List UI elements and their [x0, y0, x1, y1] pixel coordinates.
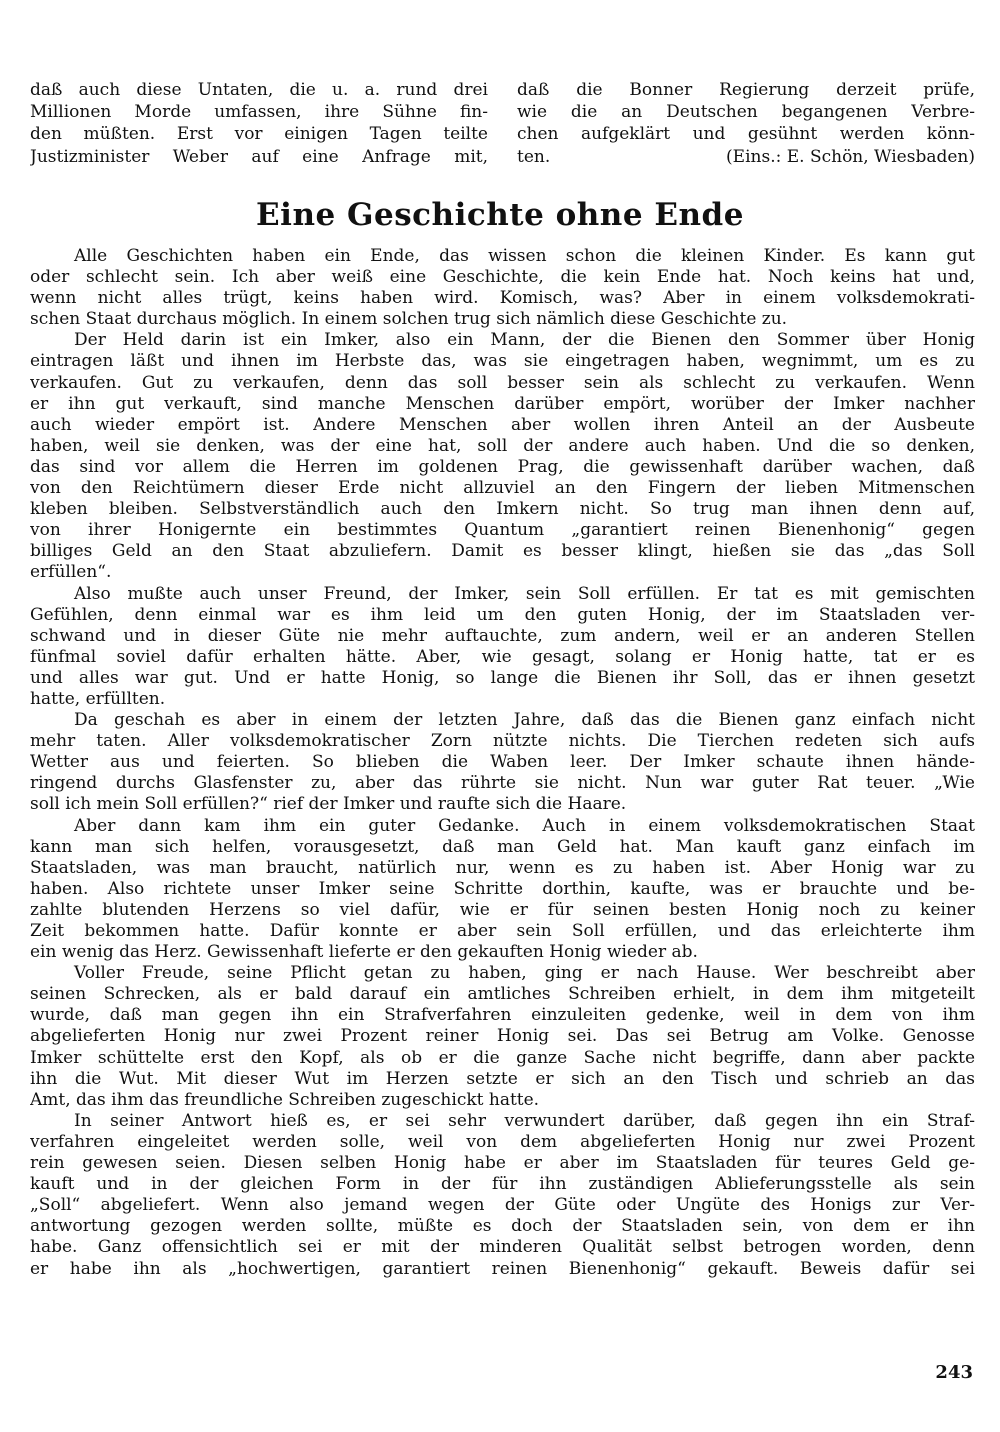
- paragraph-line: „Soll“ abgeliefert. Wenn also jemand wegen der Güte oder Ungüte des Honigs zur Ver-: [30, 1195, 975, 1216]
- paragraph-line: Staatsladen, was man braucht, natürlich nur, wenn es zu haben ist. Aber Honig war zu: [30, 857, 975, 878]
- paragraph-line: kleben bleiben. Selbstverständlich auch den Imkern nicht. So trug man ihnen denn auf,: [30, 499, 975, 520]
- paragraph-line: das sind vor allem die Herren im goldenen Prag, die gewissenhaft darüber wachen, daß: [30, 456, 975, 477]
- article-title: Eine Geschichte ohne Ende: [256, 197, 744, 233]
- paragraph-line: erfüllen“.: [30, 562, 112, 583]
- paragraph-line: von ihrer Honigernte ein bestimmtes Quantum „garantiert reinen Bienenhonig“ gegen: [30, 520, 975, 541]
- text-line: wie die an Deutschen begangenen Verbre-: [517, 102, 975, 123]
- paragraph-line: Da geschah es aber in einem der letzten Jahre, daß das die Bienen ganz einfach nicht: [74, 710, 975, 731]
- article-body: [30, 246, 975, 1280]
- paragraph-line: kann man sich helfen, vorausgesetzt, daß man Geld hat. Man kauft ganz einfach im: [30, 836, 975, 857]
- text-line: chen aufgeklärt und gesühnt werden könn-: [517, 124, 975, 145]
- paragraph-line: schen Staat durchaus möglich. In einem solchen trug sich nämlich diese Geschichte zu.: [30, 309, 788, 330]
- paragraph-line: verfahren eingeleitet werden solle, weil von dem abgelieferten Honig nur zwei Prozent: [30, 1131, 975, 1152]
- paragraph-line: Imker schüttelte erst den Kopf, als ob er die ganze Sache nicht begriffe, dann aber packte: [30, 1047, 975, 1068]
- paragraph-line: Amt, das ihm das freundliche Schreiben zugeschickt hatte.: [30, 1089, 540, 1110]
- paragraph-line: haben. Also richtete unser Imker seine Schritte dorthin, kaufte, was er brauchte und be-: [30, 878, 975, 899]
- paragraph-line: fünfmal soviel dafür erhalten hätte. Aber, wie gesagt, solang er Honig hatte, tat er es: [30, 646, 975, 667]
- paragraph-line: hatte, erfüllten.: [30, 688, 166, 709]
- top-columns: [30, 79, 975, 168]
- paragraph-line: verkaufen. Gut zu verkaufen, denn das soll besser sein als schlecht zu verkaufen. Wenn: [30, 372, 975, 393]
- paragraph-line: oder schlecht sein. Ich aber weiß eine Geschichte, die kein Ende hat. Noch keins hat und,: [30, 267, 975, 288]
- text-fragment: ten.: [517, 146, 551, 167]
- paragraph-line: auch wieder empört ist. Andere Menschen aber wollen ihren Anteil an der Ausbeute: [30, 414, 975, 435]
- attribution: (Eins.: E. Schön, Wiesbaden): [726, 146, 975, 167]
- paragraph-line: Alle Geschichten haben ein Ende, das wissen schon die kleinen Kinder. Es kann gut: [74, 246, 975, 266]
- paragraph-line: habe. Ganz offensichtlich sei er mit der minderen Qualität selbst betrogen worden, denn: [30, 1237, 975, 1258]
- text-line: Millionen Morde umfassen, ihre Sühne fin-: [30, 102, 488, 123]
- paragraph-line: ihn die Wut. Mit dieser Wut im Herzen setzte er sich an den Tisch und schrieb an das: [30, 1068, 975, 1089]
- paragraph-line: er habe ihn als „hochwertigen, garantiert reinen Bienenhonig“ gekauft. Beweis dafür sei: [30, 1258, 975, 1279]
- page-number: 243: [935, 1362, 973, 1383]
- paragraph-line: Voller Freude, seine Pflicht getan zu haben, ging er nach Hause. Wer beschreibt aber: [74, 963, 975, 984]
- paragraph-line: zahlte blutenden Herzens so viel dafür, wie er für seinen besten Honig noch zu keiner: [30, 899, 975, 920]
- paragraph-line: Aber dann kam ihm ein guter Gedanke. Auch in einem volksdemokratischen Staat: [74, 815, 975, 836]
- paragraph-line: wurde, daß man gegen ihn ein Strafverfahren einzuleiten gedenke, weil in dem von ihm: [30, 1005, 975, 1026]
- paragraph-line: schwand und in dieser Güte nie mehr auftauchte, zum andern, weil er an anderen Stellen: [30, 625, 975, 646]
- paragraph-line: In seiner Antwort hieß es, er sei sehr verwundert darüber, daß gegen ihn ein Straf-: [74, 1110, 975, 1131]
- paragraph-line: antwortung gezogen werden sollte, müßte es doch der Staatsladen sein, von dem er ihn: [30, 1216, 975, 1237]
- paragraph-line: Zeit bekommen hatte. Dafür konnte er aber sein Soll erfüllen, und das erleichterte ihm: [30, 921, 975, 941]
- paragraph-line: und alles war gut. Und er hatte Honig, so lange die Bienen ihr Soll, das er ihnen gesetzt: [30, 667, 975, 688]
- paragraph-line: kauft und in der gleichen Form in der für ihn zuständigen Ablieferungsstelle als sein: [30, 1174, 975, 1195]
- paragraph-line: Der Held darin ist ein Imker, also ein Mann, der die Bienen den Sommer über Honig: [74, 330, 975, 351]
- text-line: den müßten. Erst vor einigen Tagen teilte: [30, 124, 488, 145]
- text-line: Justizminister Weber auf eine Anfrage mit,: [30, 146, 488, 167]
- paragraph-line: ein wenig das Herz. Gewissenhaft lieferte er den gekauften Honig wieder ab.: [30, 942, 698, 963]
- right-column: [517, 79, 975, 168]
- paragraph-line: er ihn gut verkauft, sind manche Menschen darüber empört, worüber der Imker nachher: [30, 393, 975, 414]
- paragraph-line: Gefühlen, denn einmal war es ihm leid um den guten Honig, der im Staatsladen ver-: [30, 604, 975, 625]
- paragraph-line: wenn nicht alles trügt, keins haben wird. Komisch, was? Aber in einem volksdemokrati-: [30, 288, 975, 309]
- paragraph-line: soll ich mein Soll erfüllen?“ rief der Imker und raufte sich die Haare.: [30, 794, 627, 815]
- paragraph-line: von den Reichtümern dieser Erde nicht allzuviel an den Fingern der lieben Mitmenschen: [30, 478, 975, 499]
- paragraph-line: ringend durchs Glasfenster zu, aber das rührte sie nicht. Nun war guter Rat teuer. „Wie: [30, 773, 975, 794]
- paragraph-line: seinen Schrecken, als er bald darauf ein amtliches Schreiben erhielt, in dem ihm mitgeteilt: [30, 984, 975, 1005]
- text-line: daß auch diese Untaten, die u. a. rund drei: [30, 80, 488, 100]
- text-line-with-attribution: [517, 146, 975, 168]
- left-column: [30, 79, 488, 168]
- paragraph-line: Wetter aus und feierten. So blieben die Waben leer. Der Imker schaute ihnen hände-: [30, 752, 975, 773]
- paragraph-line: eintragen läßt und ihnen im Herbste das, was sie eingetragen haben, wegnimmt, um es zu: [30, 351, 975, 372]
- paragraph-line: haben, weil sie denken, was der eine hat, soll der andere auch haben. Und die so denken,: [30, 435, 975, 456]
- paragraph-line: mehr taten. Aller volksdemokratischer Zorn nützte nichts. Die Tierchen redeten sich aufs: [30, 731, 975, 752]
- paragraph-line: abgelieferten Honig nur zwei Prozent reiner Honig sei. Das sei Betrug am Volke. Genosse: [30, 1026, 975, 1047]
- paragraph-line: rein gewesen seien. Diesen selben Honig habe er aber im Staatsladen für teures Geld ge-: [30, 1153, 975, 1174]
- text-line: daß die Bonner Regierung derzeit prüfe,: [517, 80, 975, 100]
- paragraph-line: Also mußte auch unser Freund, der Imker, sein Soll erfüllen. Er tat es mit gemischten: [74, 583, 975, 604]
- paragraph-line: billiges Geld an den Staat abzuliefern. Damit es besser klingt, hießen sie das „das Soll: [30, 541, 975, 562]
